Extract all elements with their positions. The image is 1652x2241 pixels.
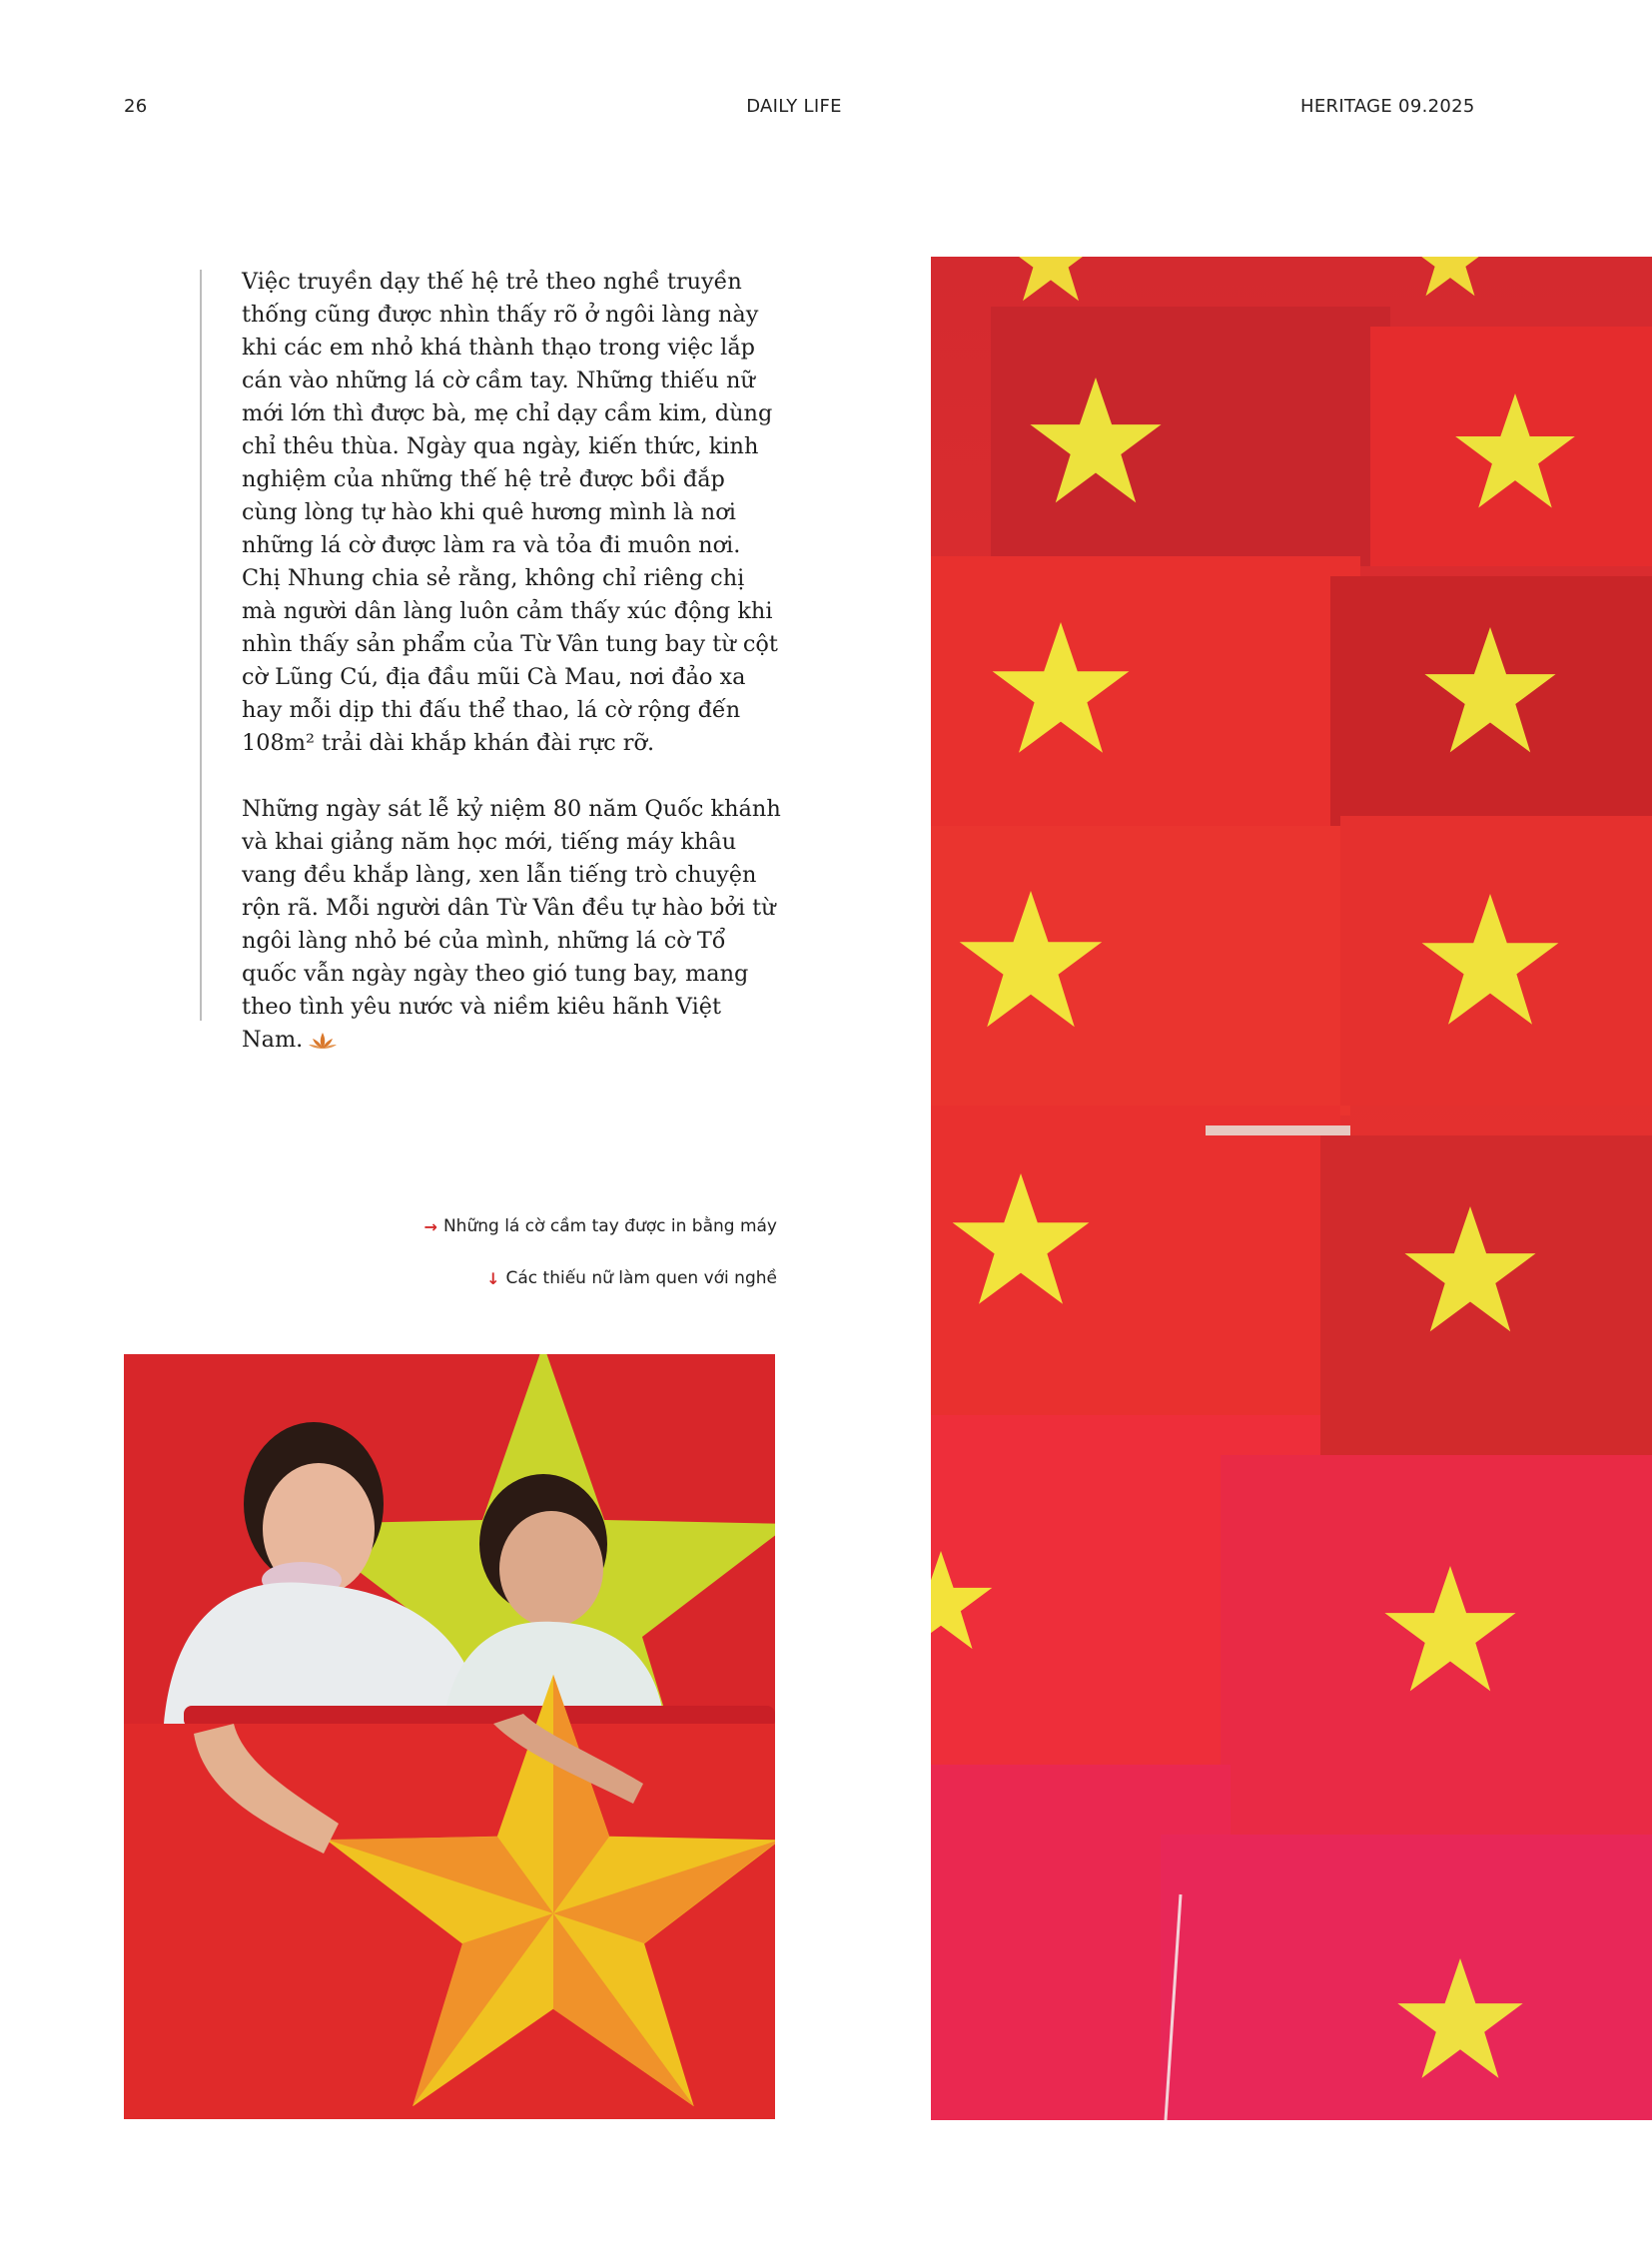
- photo-girls-embroidering: [124, 1354, 775, 2119]
- caption-text: Các thiếu nữ làm quen với nghề: [505, 1268, 777, 1288]
- article-body: [242, 266, 781, 1094]
- caption-bottom-photo: [360, 1268, 777, 1288]
- photo-printed-flags: [931, 257, 1652, 2120]
- photo-captions: [360, 1216, 777, 1320]
- paragraph: [242, 793, 781, 1061]
- caption-text: Những lá cờ cầm tay được in bằng máy: [442, 1216, 777, 1236]
- arrow-down-icon: ↓: [486, 1268, 500, 1288]
- paragraph: Việc truyền dạy thế hệ trẻ theo nghề truyền thống cũng được nhìn thấy rõ ở ngôi làng này khi các em nhỏ khá thành thạo trong việc lắp cán vào những lá cờ cầm tay. Những thiếu nữ mới lớn thì được bà, mẹ chỉ dạy cầm kim, dùng chỉ thêu thùa. Ngày qua ngày, kiến thức, kinh nghiệm của những thế hệ trẻ được bồi đắp cùng lòng tự hào khi quê hương mình là nơi những lá cờ được làm ra và tỏa đi muôn nơi. Chị Nhung chia sẻ rằng, không chỉ riêng chị mà người dân làng luôn cảm thấy xúc động khi nhìn thấy sản phẩm của Từ Vân tung bay từ cột cờ Lũng Cú, địa đầu mũi Cà Mau, nơi đảo xa hay mỗi dịp thi đấu thể thao, lá cờ rộng đến 108m² trải dài khắp khán đài rực rỡ.: [242, 269, 778, 756]
- section-label: DAILY LIFE: [746, 96, 842, 117]
- lotus-end-mark-icon: [309, 1028, 337, 1061]
- arrow-right-icon: →: [423, 1216, 437, 1236]
- article-side-rule: [200, 270, 202, 1021]
- caption-right-photo: [360, 1216, 777, 1236]
- paragraph-text: Những ngày sát lễ kỷ niệm 80 năm Quốc khánh và khai giảng năm học mới, tiếng máy khâu vang đều khắp làng, xen lẫn tiếng trò chuyện rộn rã. Mỗi người dân Từ Vân đều tự hào bởi từ ngôi làng nhỏ bé của mình, những lá cờ Tổ quốc vẫn ngày ngày theo gió tung bay, mang theo tình yêu nước và niềm kiêu hãnh Việt Nam.: [242, 796, 781, 1053]
- issue-label: HERITAGE 09.2025: [1300, 96, 1475, 117]
- page-number: 26: [124, 96, 148, 117]
